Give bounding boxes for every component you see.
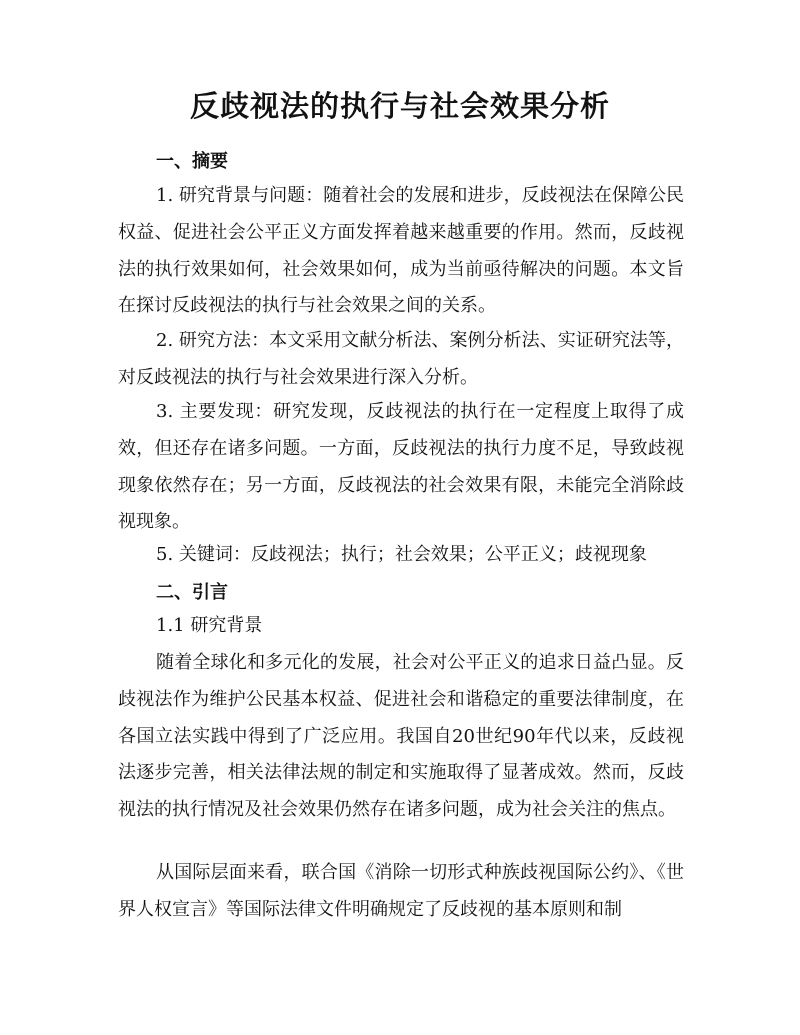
introduction-heading: 二、引言 — [156, 582, 228, 603]
background-subheading: 1.1 研究背景 — [156, 615, 263, 636]
abstract-heading: 一、摘要 — [156, 151, 228, 172]
intro-paragraph-background: 随着全球化和多元化的发展，社会对公平正义的追求日益凸显。反歧视法作为维护公民基本权益、促进社会和谐稳定的重要法律制度，在各国立法实践中得到了广泛应用。我国自20世纪90年代以来，反歧视法逐步完善，相关法律法规的制定和实施取得了显著成效。然而，反歧视法的执行情况及社会效果仍然存在诸多问题，成为社会关注的焦点。 — [118, 652, 684, 821]
document-title: 反歧视法的执行与社会效果分析 — [189, 89, 610, 123]
abstract-paragraph-background: 1. 研究背景与问题：随着社会的发展和进步，反歧视法在保障公民权益、促进社会公平正义方面发挥着越来越重要的作用。然而，反歧视法的执行效果如何，社会效果如何，成为当前亟待解决的问题。本文旨在探讨反歧视法的执行与社会效果之间的关系。 — [118, 185, 684, 317]
abstract-paragraph-findings: 3. 主要发现：研究发现，反歧视法的执行在一定程度上取得了成效，但还存在诸多问题。一方面，反歧视法的执行力度不足，导致歧视现象依然存在；另一方面，反歧视法的社会效果有限，未能完全消除歧视现象。 — [118, 401, 684, 533]
abstract-paragraph-keywords: 5. 关键词：反歧视法；执行；社会效果；公平正义；歧视现象 — [156, 544, 647, 565]
intro-paragraph-international: 从国际层面来看，联合国《消除一切形式种族歧视国际公约》、《世界人权宣言》等国际法律文件明确规定了反歧视的基本原则和制 — [118, 862, 684, 920]
abstract-paragraph-method: 2. 研究方法：本文采用文献分析法、案例分析法、实证研究法等，对反歧视法的执行与社会效果进行深入分析。 — [118, 330, 684, 388]
